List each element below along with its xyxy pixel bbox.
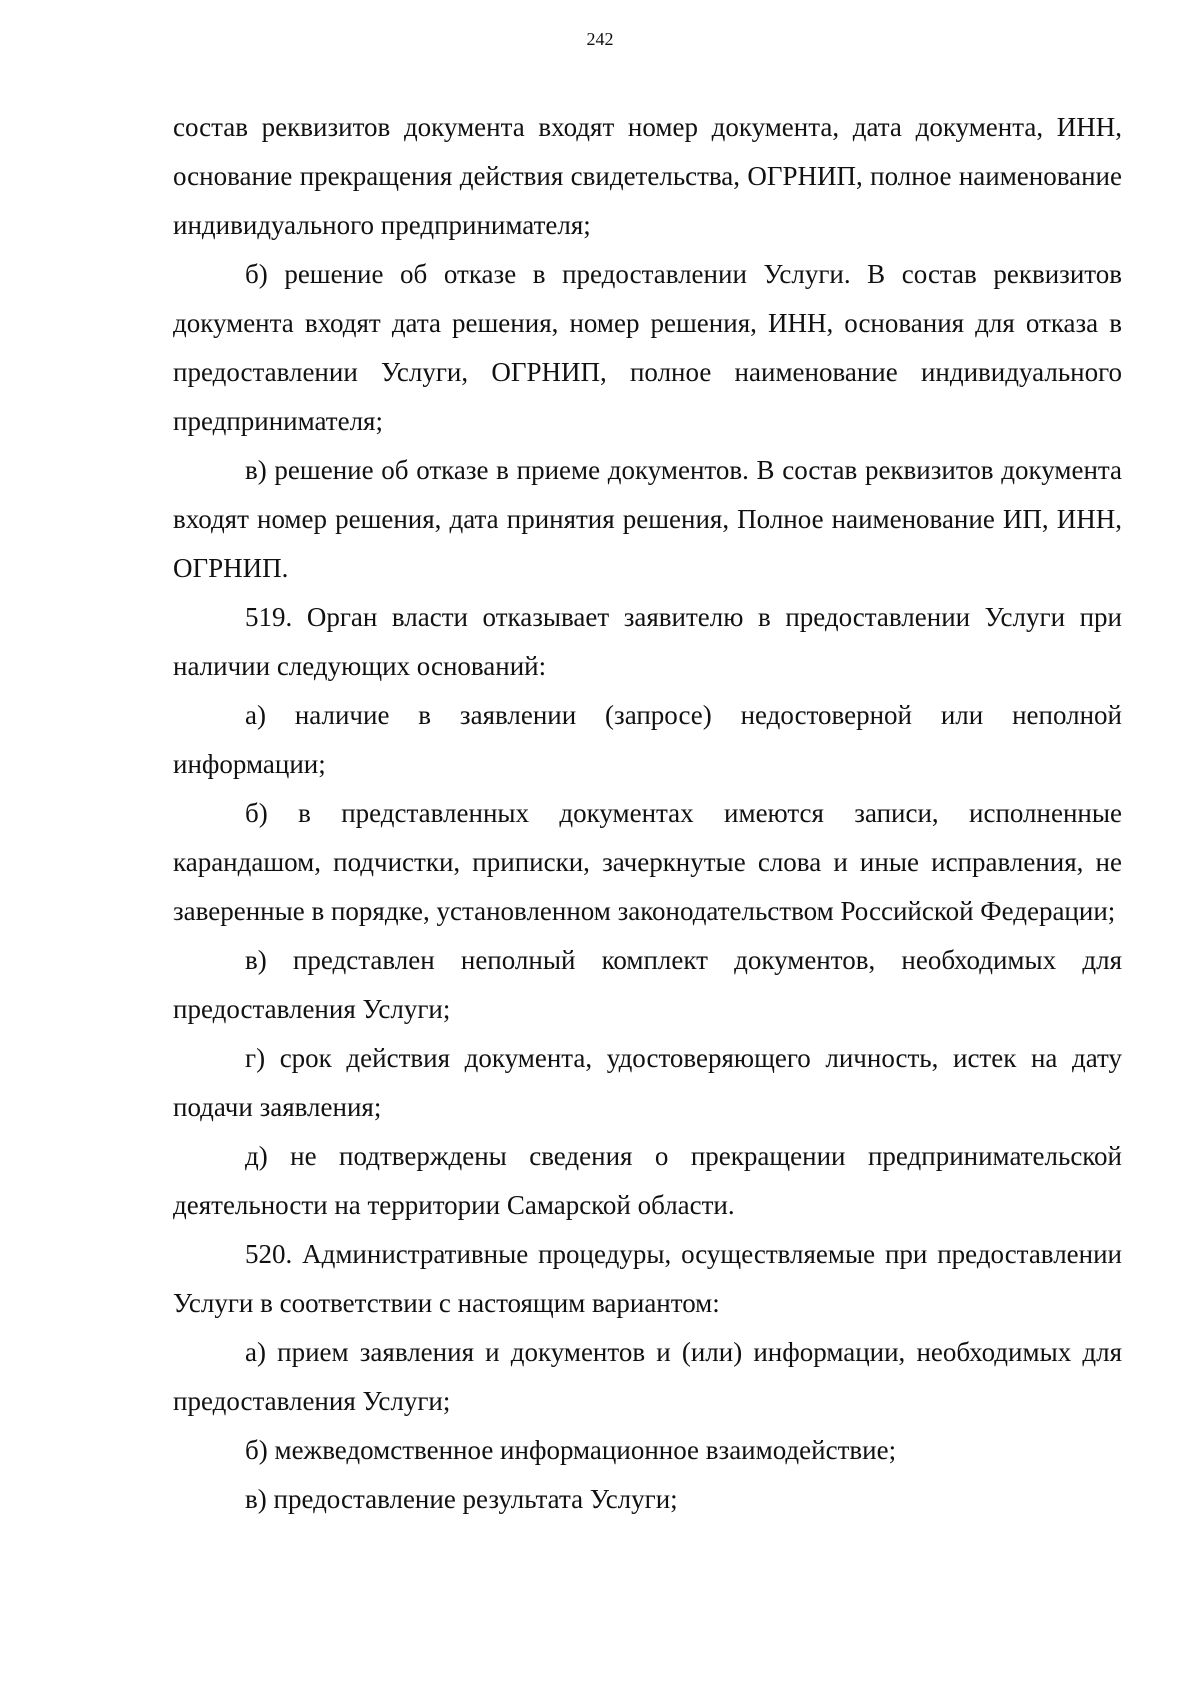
paragraph-519: 519. Орган власти отказывает заявителю в предоставлении Услуги при наличии следующих оснований: bbox=[173, 602, 1122, 681]
paragraph-item-v-refusal-to-accept: в) решение об отказе в приеме документов. В состав реквизитов документа входят номер решения, дата принятия решения, Полное наименование ИП, ИНН, ОГРНИП. bbox=[173, 455, 1122, 583]
document-body bbox=[173, 103, 1122, 1524]
paragraph-519-item-b: б) в представленных документах имеются записи, исполненные карандашом, подчистки, приписки, зачеркнутые слова и иные исправления, не заверенные в порядке, установленном законодательством Российской Федерации; bbox=[173, 798, 1122, 926]
paragraph-item-b-refusal-decision: б) решение об отказе в предоставлении Услуги. В состав реквизитов документа входят дата решения, номер решения, ИНН, основания для отказа в предоставлении Услуги, ОГРНИП, полное наименование индивидуального предпринимателя; bbox=[173, 259, 1122, 436]
paragraph-519-item-g: г) срок действия документа, удостоверяющего личность, истек на дату подачи заявления; bbox=[173, 1043, 1122, 1122]
paragraph-520: 520. Административные процедуры, осуществляемые при предоставлении Услуги в соответствии с настоящим вариантом: bbox=[173, 1239, 1122, 1318]
paragraph-520-item-b: б) межведомственное информационное взаимодействие; bbox=[245, 1435, 897, 1465]
paragraph-519-item-v: в) представлен неполный комплект документов, необходимых для предоставления Услуги; bbox=[173, 945, 1122, 1024]
paragraph-519-item-d: д) не подтверждены сведения о прекращении предпринимательской деятельности на территории Самарской области. bbox=[173, 1141, 1122, 1220]
paragraph-520-item-a: а) прием заявления и документов и (или) информации, необходимых для предоставления Услуги; bbox=[173, 1337, 1122, 1416]
paragraph-requisites-continued: состав реквизитов документа входят номер документа, дата документа, ИНН, основание прекращения действия свидетельства, ОГРНИП, полное наименование индивидуального предпринимателя; bbox=[173, 112, 1122, 240]
paragraph-520-item-v: в) предоставление результата Услуги; bbox=[245, 1484, 678, 1514]
paragraph-519-item-a: а) наличие в заявлении (запросе) недостоверной или неполной информации; bbox=[173, 700, 1122, 779]
page-number: 242 bbox=[586, 29, 614, 49]
